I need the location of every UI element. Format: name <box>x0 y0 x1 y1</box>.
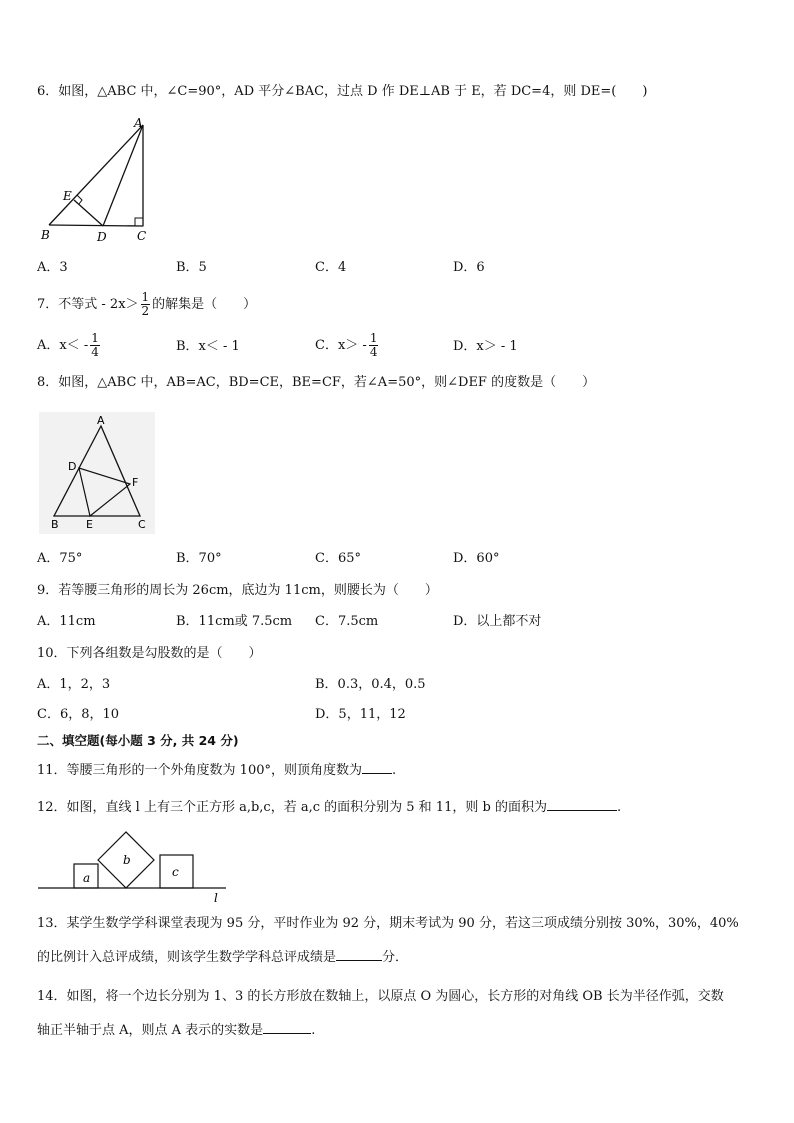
q6-option-d: D．6 <box>453 260 485 275</box>
q6-label-e: E <box>63 189 72 203</box>
q12-squares-figure <box>36 826 232 906</box>
q10-option-c: C．6，8，10 <box>37 707 120 722</box>
q8-option-b: B．70° <box>176 551 222 566</box>
q8-label-f: F <box>132 476 139 489</box>
q7-suffix: 的解集是（ ） <box>152 297 257 312</box>
q13-line1: 13．某学生数学学科课堂表现为 95 分，平时作业为 92 分，期末考试为 90 分，若这三项成绩分别按 30%，30%，40% <box>37 916 739 931</box>
q8-label-d: D <box>68 460 77 473</box>
q7-option-c: C．x＞ - $\frac{1}{4}$ <box>315 331 378 359</box>
q14-line1: 14．如图，将一个边长分别为 1、3 的长方形放在数轴上，以原点 O 为圆心，长方形的对角线 OB 长为半径作弧，交数 <box>37 989 724 1004</box>
q6-label-b: B <box>41 228 50 242</box>
q8-option-a: A．75° <box>37 551 83 566</box>
q6-text: 6．如图，△ABC 中，∠C=90°，AD 平分∠BAC，过点 D 作 DE⊥AB 于 E，若 DC=4，则 DE=( ) <box>37 84 648 99</box>
q12-label-a: a <box>83 871 91 885</box>
section-heading: 二、填空题(每小题 3 分, 共 24 分) <box>37 733 239 748</box>
q6-label-a: A <box>134 116 143 130</box>
q10-option-d: D．5，11，12 <box>315 707 406 722</box>
q8-text: 8．如图，△ABC 中，AB=AC，BD=CE，BE=CF，若∠A=50°，则∠DEF 的度数是（ ） <box>37 375 596 390</box>
q12-label-l: l <box>214 891 218 905</box>
q8-option-c: C．65° <box>315 551 361 566</box>
q7-option-a: A．x＜ - $\frac{1}{4}$ <box>37 331 99 359</box>
q13-answer-blank <box>336 946 382 961</box>
q6-label-d: D <box>97 230 107 244</box>
q9-option-c: C．7.5cm <box>315 614 379 629</box>
q8-triangle-figure <box>39 412 155 534</box>
q10-text: 10．下列各组数是勾股数的是（ ） <box>37 646 262 661</box>
q12-label-b: b <box>123 853 131 867</box>
q6-option-c: C．4 <box>315 260 347 275</box>
q9-option-b: B．11cm或 7.5cm <box>176 614 293 629</box>
q7-option-b: B．x＜ - 1 <box>176 339 240 354</box>
q7-option-d: D．x＞ - 1 <box>453 339 518 354</box>
q9-option-d: D．以上都不对 <box>453 614 542 629</box>
q13-line2: 的比例计入总评成绩，则该学生数学学科总评成绩是 分． <box>37 946 408 967</box>
q11-text: 11．等腰三角形的一个外角度数为 100°，则顶角度数为 . <box>37 759 396 780</box>
q7-text <box>37 288 256 322</box>
q10-option-b: B．0.3，0.4，0.5 <box>315 677 426 692</box>
q8-label-e: E <box>86 518 93 531</box>
q8-label-a: A <box>97 414 105 427</box>
q12-text: 12．如图，直线 l 上有三个正方形 a,b,c，若 a,c 的面积分别为 5 和 11，则 b 的面积为 . <box>37 796 621 817</box>
q9-option-a: A．11cm <box>37 614 96 629</box>
q6-option-a: A．3 <box>37 260 68 275</box>
q14-line2: 轴正半轴于点 A，则点 A 表示的实数是 . <box>37 1019 315 1040</box>
q10-option-a: A．1，2，3 <box>37 677 111 692</box>
q12-label-c: c <box>172 865 179 879</box>
q9-text: 9．若等腰三角形的周长为 26cm，底边为 11cm，则腰长为（ ） <box>37 583 438 598</box>
q8-option-d: D．60° <box>453 551 500 566</box>
q8-label-c: C <box>138 518 146 531</box>
q7-fraction: $\frac{1}{2}$ <box>141 290 150 318</box>
q6-label-c: C <box>137 229 147 243</box>
q11-answer-blank <box>362 759 392 774</box>
q6-triangle-figure <box>36 112 156 244</box>
q8-label-b: B <box>51 518 59 531</box>
q7-prefix: 7．不等式 - 2x＞ <box>37 297 139 312</box>
q14-answer-blank <box>263 1019 311 1034</box>
q6-option-b: B．5 <box>176 260 207 275</box>
q12-answer-blank <box>547 796 617 811</box>
